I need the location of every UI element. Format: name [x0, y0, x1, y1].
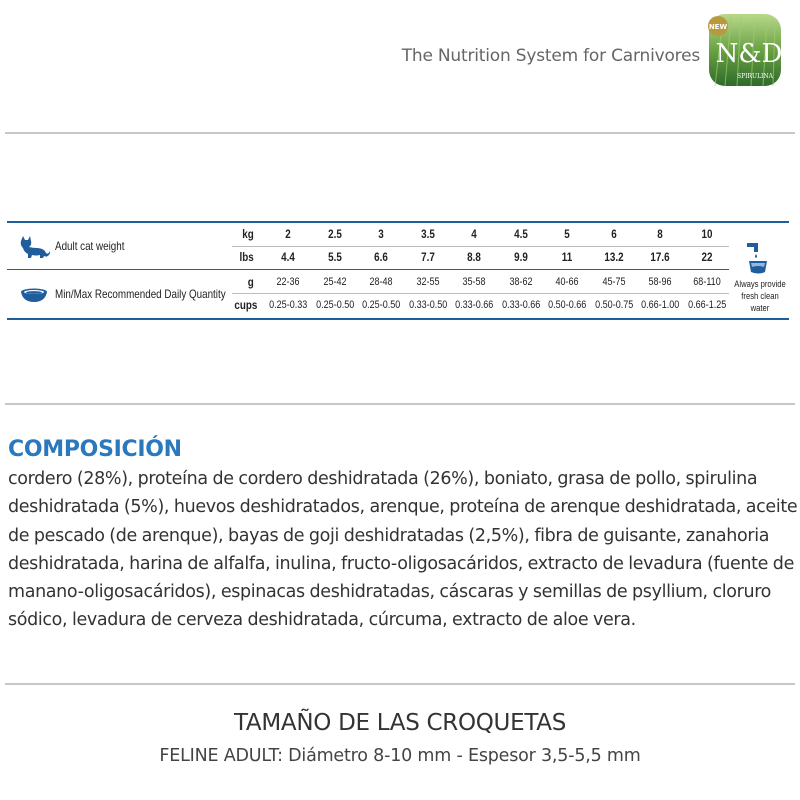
table-cell: 11: [561, 250, 573, 264]
nd-spirulina-logo: [705, 10, 785, 90]
table-cell: 22: [701, 250, 713, 264]
grams-row: [7, 271, 732, 294]
table-cell: 68-110: [693, 276, 721, 288]
table-cell: 4.4: [281, 250, 295, 264]
logo-sub-text: SPIRULINA: [736, 73, 774, 80]
table-cell: 0.25-0.50: [316, 299, 355, 311]
unit-g: g: [247, 275, 254, 289]
composition-title: COMPOSICIÓN: [8, 437, 182, 462]
table-cell: 40-66: [555, 276, 579, 288]
table-cell: 25-42: [323, 276, 347, 288]
logo-badge: NEW: [708, 23, 728, 31]
table-cell: 13.2: [604, 250, 624, 264]
table-cell: 2.5: [328, 227, 342, 241]
table-cell: 0.66-1.25: [688, 299, 727, 311]
table-cell: 5: [564, 227, 570, 241]
kibble-size-title: TAMAÑO DE LAS CROQUETAS: [233, 710, 567, 736]
table-cell: 0.50-0.66: [548, 299, 587, 311]
quantity-label: Min/Max Recommended Daily Quantity: [55, 287, 226, 301]
table-cell: 7.7: [421, 250, 435, 264]
water-note-line2: fresh clean water: [741, 291, 779, 313]
brand-tagline: The Nutrition System for Carnivores: [401, 46, 700, 66]
table-cell: 5.5: [328, 250, 342, 264]
table-cell: 0.25-0.50: [362, 299, 401, 311]
table-cell: 22-36: [276, 276, 300, 288]
table-cell: 17.6: [650, 250, 670, 264]
table-cell: 28-48: [369, 276, 393, 288]
table-cell: 0.33-0.66: [502, 299, 541, 311]
table-cell: 4: [471, 227, 477, 241]
table-cell: 32-55: [416, 276, 440, 288]
unit-kg: kg: [242, 227, 254, 241]
divider-bottom: [5, 683, 795, 685]
cups-row: [7, 294, 732, 317]
table-cell: 0.25-0.33: [269, 299, 308, 311]
table-midline: [7, 269, 729, 270]
lbs-row: [7, 246, 732, 269]
unit-cups: cups: [234, 298, 258, 312]
table-cell: 6: [611, 227, 617, 241]
table-cell: 10: [701, 227, 713, 241]
table-cell: 2: [285, 227, 291, 241]
logo-main-text: N&D: [715, 39, 783, 69]
table-cell: 0.33-0.66: [455, 299, 494, 311]
table-cell: 8.8: [467, 250, 481, 264]
table-cell: 3: [378, 227, 384, 241]
water-note: [734, 278, 787, 314]
composition-text: cordero (28%), proteína de cordero deshidratada (26%), boniato, grasa de pollo, spirulina deshidratada (5%), huevos deshidratados, arenque, proteína de arenque deshidratada, aceite de pescado (de arenque), bayas de goji deshidratadas (2,5%), fibra de guisante, zanahoria deshidratada, harina de alfalfa, inulina, fructo-oligosacáridos, extracto de levadura (fuente de manano-oligosacáridos), espinacas deshidratadas, cáscaras y semillas de psyllium, cloruro sódico, levadura de cerveza deshidratada, cúrcuma, extracto de aloe vera.: [8, 469, 798, 631]
weight-label: Adult cat weight: [55, 239, 125, 253]
table-cell: 45-75: [602, 276, 626, 288]
kibble-size-subtitle: FELINE ADULT: Diámetro 8-10 mm - Espesor 3,5-5,5 mm: [159, 746, 641, 766]
water-tap-icon: [745, 241, 771, 275]
water-note-line1: Always provide: [734, 279, 786, 289]
divider-middle: [5, 403, 795, 405]
table-cell: 9.9: [514, 250, 528, 264]
table-cell: 0.66-1.00: [641, 299, 680, 311]
divider-top: [5, 132, 795, 134]
unit-lbs: lbs: [239, 250, 254, 264]
table-cell: 38-62: [509, 276, 533, 288]
table-cell: 58-96: [648, 276, 672, 288]
table-cell: 8: [657, 227, 663, 241]
table-cell: 4.5: [514, 227, 528, 241]
table-cell: 35-58: [462, 276, 486, 288]
table-cell: 6.6: [374, 250, 388, 264]
table-cell: 3.5: [421, 227, 435, 241]
kg-row: [7, 223, 732, 246]
feeding-table: [7, 221, 789, 320]
table-cell: 0.50-0.75: [595, 299, 634, 311]
table-cell: 0.33-0.50: [409, 299, 448, 311]
